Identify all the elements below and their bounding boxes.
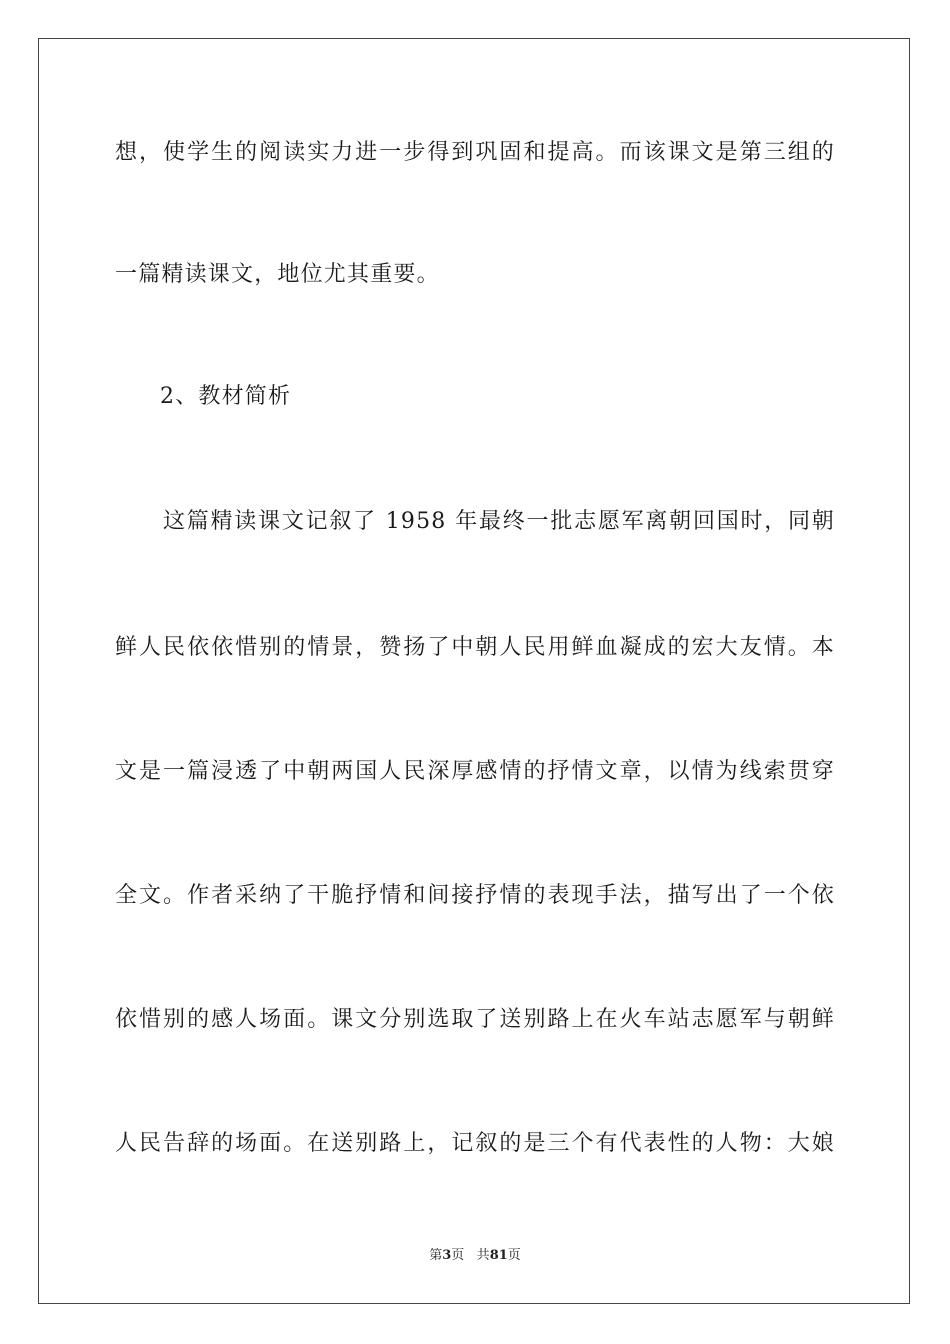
footer-page-number: 3 [442, 1248, 452, 1263]
body-line-5: 鲜人民依依惜别的情景，赞扬了中朝人民用鲜血凝成的宏大友情。本 [115, 635, 835, 660]
body-line-2: 一篇精读课文，地位尤其重要。 [115, 262, 440, 287]
footer-total-pages: 81 [489, 1248, 508, 1263]
body-line-7: 全文。作者采纳了干脆抒情和间接抒情的表现手法，描写出了一个依 [115, 883, 835, 908]
footer-total-prefix: 共 [476, 1248, 490, 1263]
footer-page-suffix: 页 [451, 1248, 465, 1263]
body-line-6: 文是一篇浸透了中朝两国人民深厚感情的抒情文章，以情为线索贯穿 [115, 759, 835, 784]
footer-page-prefix: 第 [429, 1248, 443, 1263]
body-line-1: 想，使学生的阅读实力进一步得到巩固和提高。而该课文是第三组的 [115, 140, 835, 165]
page-footer [0, 1247, 950, 1265]
body-line-4: 这篇精读课文记叙了 1958 年最终一批志愿军离朝回国时，同朝 [163, 509, 835, 534]
body-line-8: 依惜别的感人场面。课文分别选取了送别路上在火车站志愿军与朝鲜 [115, 1007, 835, 1032]
body-line-9: 人民告辞的场面。在送别路上，记叙的是三个有代表性的人物：大娘 [115, 1131, 835, 1156]
footer-total-suffix: 页 [507, 1248, 521, 1263]
page-border [38, 38, 910, 1304]
section-heading: 2、教材简析 [160, 384, 292, 409]
